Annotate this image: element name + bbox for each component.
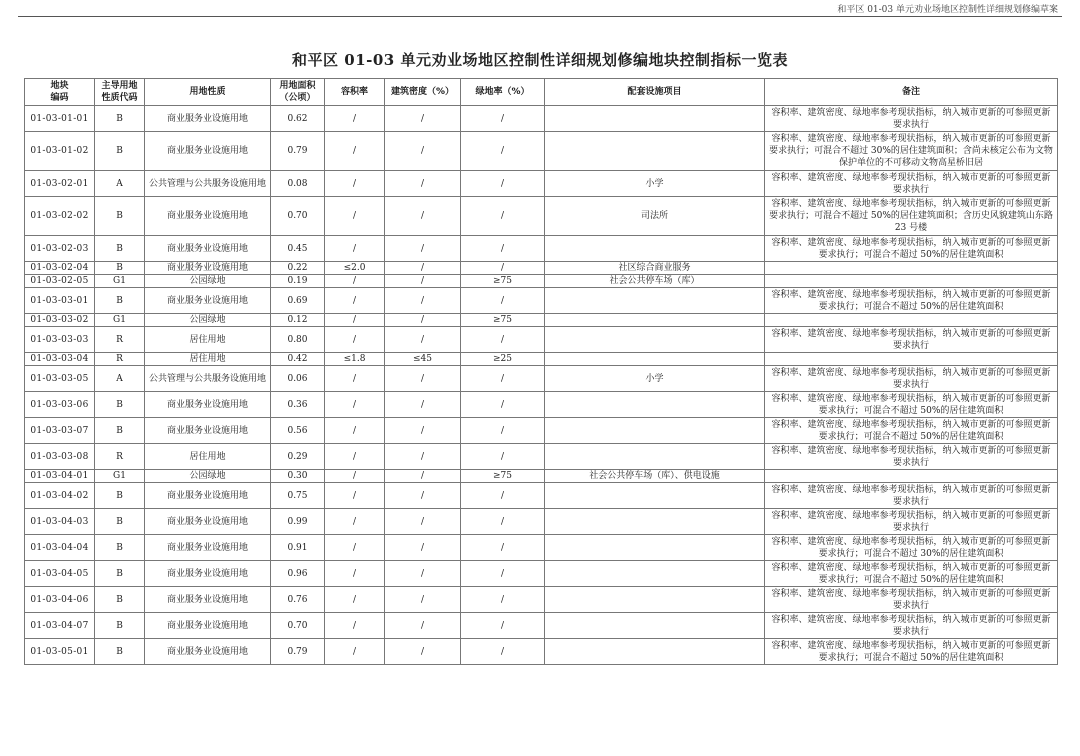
table-row <box>25 639 1058 665</box>
cell-green: / <box>461 236 545 262</box>
table-row <box>25 171 1058 197</box>
cell-facility <box>545 353 765 366</box>
cell-code: 01-03-04-07 <box>25 613 95 639</box>
cell-code: 01-03-04-06 <box>25 587 95 613</box>
header-rule <box>18 16 1062 17</box>
table-row <box>25 197 1058 236</box>
cell-far: / <box>325 366 385 392</box>
cell-facility <box>545 106 765 132</box>
cell-use: 居住用地 <box>145 327 271 353</box>
table-row <box>25 561 1058 587</box>
table-row <box>25 327 1058 353</box>
cell-code: 01-03-02-05 <box>25 275 95 288</box>
cell-use: 商业服务业设施用地 <box>145 262 271 275</box>
cell-green: / <box>461 639 545 665</box>
cell-green: / <box>461 561 545 587</box>
cell-area: 0.22 <box>271 262 325 275</box>
cell-density: / <box>385 275 461 288</box>
cell-note: 容积率、建筑密度、绿地率参考现状指标，纳入城市更新的可参照更新要求执行；可混合不超过 30%的居住建筑面积 <box>765 535 1058 561</box>
cell-area: 0.08 <box>271 171 325 197</box>
cell-green: / <box>461 171 545 197</box>
cell-code: 01-03-05-01 <box>25 639 95 665</box>
table-header-row <box>25 79 1058 106</box>
cell-green: / <box>461 288 545 314</box>
cell-far: / <box>325 197 385 236</box>
col-header-code: 地块 编码 <box>25 79 95 106</box>
cell-area: 0.76 <box>271 587 325 613</box>
cell-note: 容积率、建筑密度、绿地率参考现状指标，纳入城市更新的可参照更新要求执行；可混合不超过 50%的居住建筑面积 <box>765 236 1058 262</box>
table-row <box>25 262 1058 275</box>
cell-use: 商业服务业设施用地 <box>145 613 271 639</box>
cell-type: B <box>95 197 145 236</box>
table-row <box>25 483 1058 509</box>
table-row <box>25 392 1058 418</box>
table-row <box>25 314 1058 327</box>
cell-area: 0.79 <box>271 132 325 171</box>
cell-facility <box>545 392 765 418</box>
cell-code: 01-03-02-04 <box>25 262 95 275</box>
cell-far: / <box>325 587 385 613</box>
cell-area: 0.30 <box>271 470 325 483</box>
cell-facility <box>545 288 765 314</box>
cell-green: / <box>461 509 545 535</box>
cell-note: 容积率、建筑密度、绿地率参考现状指标，纳入城市更新的可参照更新要求执行；可混合不超过 30%的居住建筑面积；含尚未核定公布为文物保护单位的不可移动文物高星桥旧居 <box>765 132 1058 171</box>
cell-type: R <box>95 444 145 470</box>
cell-green: / <box>461 587 545 613</box>
cell-use: 商业服务业设施用地 <box>145 639 271 665</box>
cell-density: / <box>385 613 461 639</box>
cell-far: / <box>325 314 385 327</box>
cell-area: 0.96 <box>271 561 325 587</box>
cell-density: / <box>385 535 461 561</box>
cell-density: / <box>385 418 461 444</box>
cell-facility <box>545 535 765 561</box>
cell-type: G1 <box>95 275 145 288</box>
cell-density: / <box>385 236 461 262</box>
cell-use: 公园绿地 <box>145 314 271 327</box>
cell-facility <box>545 509 765 535</box>
cell-far: / <box>325 418 385 444</box>
cell-code: 01-03-01-01 <box>25 106 95 132</box>
cell-type: B <box>95 561 145 587</box>
cell-type: B <box>95 483 145 509</box>
cell-note: 容积率、建筑密度、绿地率参考现状指标，纳入城市更新的可参照更新要求执行 <box>765 587 1058 613</box>
cell-type: A <box>95 171 145 197</box>
cell-use: 商业服务业设施用地 <box>145 561 271 587</box>
cell-green: / <box>461 613 545 639</box>
cell-type: A <box>95 366 145 392</box>
cell-density: / <box>385 314 461 327</box>
cell-green: / <box>461 535 545 561</box>
cell-type: G1 <box>95 314 145 327</box>
cell-density: / <box>385 288 461 314</box>
cell-density: / <box>385 132 461 171</box>
page-title: 和平区 01-03 单元劝业场地区控制性详细规划修编地块控制指标一览表 <box>292 51 788 69</box>
cell-use: 商业服务业设施用地 <box>145 288 271 314</box>
cell-far: / <box>325 106 385 132</box>
cell-type: B <box>95 288 145 314</box>
cell-density: / <box>385 444 461 470</box>
cell-use: 商业服务业设施用地 <box>145 106 271 132</box>
cell-green: ≥25 <box>461 353 545 366</box>
cell-area: 0.70 <box>271 197 325 236</box>
cell-note: 容积率、建筑密度、绿地率参考现状指标，纳入城市更新的可参照更新要求执行 <box>765 509 1058 535</box>
cell-green: / <box>461 483 545 509</box>
cell-area: 0.79 <box>271 639 325 665</box>
cell-density: / <box>385 561 461 587</box>
cell-far: / <box>325 171 385 197</box>
cell-far: / <box>325 509 385 535</box>
cell-note: 容积率、建筑密度、绿地率参考现状指标，纳入城市更新的可参照更新要求执行 <box>765 613 1058 639</box>
cell-density: / <box>385 483 461 509</box>
cell-far: ≤2.0 <box>325 262 385 275</box>
cell-type: B <box>95 418 145 444</box>
table-row <box>25 236 1058 262</box>
cell-use: 公园绿地 <box>145 275 271 288</box>
cell-density: / <box>385 171 461 197</box>
cell-note: 容积率、建筑密度、绿地率参考现状指标，纳入城市更新的可参照更新要求执行；可混合不超过 50%的居住建筑面积 <box>765 561 1058 587</box>
cell-density: / <box>385 639 461 665</box>
cell-code: 01-03-03-01 <box>25 288 95 314</box>
cell-code: 01-03-02-01 <box>25 171 95 197</box>
cell-note: 容积率、建筑密度、绿地率参考现状指标，纳入城市更新的可参照更新要求执行 <box>765 327 1058 353</box>
cell-facility: 社会公共停车场（库）、供电设施 <box>545 470 765 483</box>
cell-far: / <box>325 483 385 509</box>
cell-note: 容积率、建筑密度、绿地率参考现状指标，纳入城市更新的可参照更新要求执行；可混合不超过 50%的居住建筑面积 <box>765 392 1058 418</box>
col-header-far: 容积率 <box>325 79 385 106</box>
col-header-density: 建筑密度（%） <box>385 79 461 106</box>
cell-note: 容积率、建筑密度、绿地率参考现状指标，纳入城市更新的可参照更新要求执行；可混合不超过 50%的居住建筑面积；含历史风貌建筑山东路 23 号楼 <box>765 197 1058 236</box>
cell-density: / <box>385 392 461 418</box>
cell-facility <box>545 236 765 262</box>
cell-facility <box>545 613 765 639</box>
cell-use: 公园绿地 <box>145 470 271 483</box>
cell-note <box>765 262 1058 275</box>
cell-note: 容积率、建筑密度、绿地率参考现状指标，纳入城市更新的可参照更新要求执行；可混合不超过 50%的居住建筑面积 <box>765 418 1058 444</box>
cell-use: 商业服务业设施用地 <box>145 418 271 444</box>
cell-use: 公共管理与公共服务设施用地 <box>145 366 271 392</box>
col-header-note: 备注 <box>765 79 1058 106</box>
cell-code: 01-03-03-08 <box>25 444 95 470</box>
cell-use: 商业服务业设施用地 <box>145 236 271 262</box>
cell-green: / <box>461 262 545 275</box>
cell-use: 居住用地 <box>145 444 271 470</box>
cell-area: 0.45 <box>271 236 325 262</box>
cell-far: / <box>325 561 385 587</box>
cell-type: B <box>95 639 145 665</box>
cell-type: B <box>95 613 145 639</box>
cell-use: 商业服务业设施用地 <box>145 132 271 171</box>
cell-note: 容积率、建筑密度、绿地率参考现状指标，纳入城市更新的可参照更新要求执行 <box>765 171 1058 197</box>
cell-facility <box>545 314 765 327</box>
cell-density: / <box>385 197 461 236</box>
cell-use: 商业服务业设施用地 <box>145 392 271 418</box>
cell-density: / <box>385 327 461 353</box>
cell-green: / <box>461 418 545 444</box>
cell-type: B <box>95 587 145 613</box>
cell-note: 容积率、建筑密度、绿地率参考现状指标，纳入城市更新的可参照更新要求执行；可混合不超过 50%的居住建筑面积 <box>765 288 1058 314</box>
cell-area: 0.69 <box>271 288 325 314</box>
table-row <box>25 366 1058 392</box>
cell-code: 01-03-02-03 <box>25 236 95 262</box>
cell-far: / <box>325 444 385 470</box>
table-row <box>25 132 1058 171</box>
cell-far: / <box>325 470 385 483</box>
cell-area: 0.62 <box>271 106 325 132</box>
cell-facility: 小学 <box>545 366 765 392</box>
cell-use: 商业服务业设施用地 <box>145 483 271 509</box>
cell-green: / <box>461 444 545 470</box>
cell-green: / <box>461 366 545 392</box>
cell-area: 0.99 <box>271 509 325 535</box>
cell-density: / <box>385 366 461 392</box>
col-header-green: 绿地率（%） <box>461 79 545 106</box>
control-index-table <box>24 78 1058 665</box>
cell-far: / <box>325 535 385 561</box>
cell-note: 容积率、建筑密度、绿地率参考现状指标，纳入城市更新的可参照更新要求执行 <box>765 366 1058 392</box>
cell-type: B <box>95 236 145 262</box>
cell-code: 01-03-03-02 <box>25 314 95 327</box>
cell-facility <box>545 639 765 665</box>
cell-density: ≤45 <box>385 353 461 366</box>
cell-note: 容积率、建筑密度、绿地率参考现状指标，纳入城市更新的可参照更新要求执行 <box>765 444 1058 470</box>
cell-code: 01-03-01-02 <box>25 132 95 171</box>
cell-use: 商业服务业设施用地 <box>145 197 271 236</box>
cell-code: 01-03-03-03 <box>25 327 95 353</box>
cell-code: 01-03-02-02 <box>25 197 95 236</box>
cell-code: 01-03-04-05 <box>25 561 95 587</box>
cell-code: 01-03-04-04 <box>25 535 95 561</box>
cell-green: ≥75 <box>461 470 545 483</box>
table-body <box>25 106 1058 665</box>
cell-note: 容积率、建筑密度、绿地率参考现状指标，纳入城市更新的可参照更新要求执行 <box>765 483 1058 509</box>
cell-green: ≥75 <box>461 314 545 327</box>
table-row <box>25 288 1058 314</box>
cell-use: 商业服务业设施用地 <box>145 535 271 561</box>
cell-code: 01-03-03-05 <box>25 366 95 392</box>
cell-facility: 社区综合商业服务 <box>545 262 765 275</box>
cell-use: 公共管理与公共服务设施用地 <box>145 171 271 197</box>
cell-code: 01-03-03-06 <box>25 392 95 418</box>
cell-green: / <box>461 327 545 353</box>
cell-area: 0.80 <box>271 327 325 353</box>
cell-facility: 小学 <box>545 171 765 197</box>
cell-area: 0.36 <box>271 392 325 418</box>
cell-area: 0.06 <box>271 366 325 392</box>
cell-type: B <box>95 392 145 418</box>
cell-code: 01-03-03-07 <box>25 418 95 444</box>
cell-green: / <box>461 132 545 171</box>
cell-note: 容积率、建筑密度、绿地率参考现状指标，纳入城市更新的可参照更新要求执行 <box>765 106 1058 132</box>
cell-facility <box>545 418 765 444</box>
cell-far: / <box>325 132 385 171</box>
cell-type: B <box>95 132 145 171</box>
cell-far: / <box>325 288 385 314</box>
table-row <box>25 470 1058 483</box>
cell-area: 0.42 <box>271 353 325 366</box>
cell-note <box>765 314 1058 327</box>
cell-facility <box>545 587 765 613</box>
cell-area: 0.56 <box>271 418 325 444</box>
cell-code: 01-03-04-01 <box>25 470 95 483</box>
cell-far: / <box>325 613 385 639</box>
cell-area: 0.91 <box>271 535 325 561</box>
col-header-facility: 配套设施项目 <box>545 79 765 106</box>
cell-area: 0.29 <box>271 444 325 470</box>
cell-density: / <box>385 470 461 483</box>
cell-area: 0.19 <box>271 275 325 288</box>
cell-use: 商业服务业设施用地 <box>145 509 271 535</box>
table-row <box>25 613 1058 639</box>
cell-facility <box>545 483 765 509</box>
cell-type: R <box>95 353 145 366</box>
cell-use: 居住用地 <box>145 353 271 366</box>
cell-density: / <box>385 262 461 275</box>
table-row <box>25 275 1058 288</box>
cell-type: B <box>95 262 145 275</box>
cell-density: / <box>385 587 461 613</box>
cell-code: 01-03-03-04 <box>25 353 95 366</box>
cell-use: 商业服务业设施用地 <box>145 587 271 613</box>
table-row <box>25 587 1058 613</box>
cell-code: 01-03-04-02 <box>25 483 95 509</box>
cell-green: / <box>461 106 545 132</box>
cell-note: 容积率、建筑密度、绿地率参考现状指标，纳入城市更新的可参照更新要求执行；可混合不超过 50%的居住建筑面积 <box>765 639 1058 665</box>
cell-type: B <box>95 106 145 132</box>
table-row <box>25 444 1058 470</box>
cell-far: / <box>325 639 385 665</box>
cell-type: G1 <box>95 470 145 483</box>
col-header-use: 用地性质 <box>145 79 271 106</box>
cell-facility: 司法所 <box>545 197 765 236</box>
table-row <box>25 418 1058 444</box>
cell-note <box>765 275 1058 288</box>
cell-density: / <box>385 509 461 535</box>
cell-facility <box>545 132 765 171</box>
cell-area: 0.12 <box>271 314 325 327</box>
cell-green: / <box>461 197 545 236</box>
table-row <box>25 509 1058 535</box>
cell-type: R <box>95 327 145 353</box>
cell-density: / <box>385 106 461 132</box>
cell-facility: 社会公共停车场（库） <box>545 275 765 288</box>
cell-far: / <box>325 327 385 353</box>
cell-far: / <box>325 392 385 418</box>
cell-far: / <box>325 236 385 262</box>
cell-note <box>765 470 1058 483</box>
cell-code: 01-03-04-03 <box>25 509 95 535</box>
cell-type: B <box>95 535 145 561</box>
col-header-type: 主导用地 性质代码 <box>95 79 145 106</box>
table-row <box>25 353 1058 366</box>
cell-far: ≤1.8 <box>325 353 385 366</box>
col-header-area: 用地面积 （公顷） <box>271 79 325 106</box>
cell-facility <box>545 327 765 353</box>
cell-green: / <box>461 392 545 418</box>
cell-area: 0.75 <box>271 483 325 509</box>
cell-green: ≥75 <box>461 275 545 288</box>
cell-type: B <box>95 509 145 535</box>
table-row <box>25 106 1058 132</box>
cell-facility <box>545 444 765 470</box>
running-header: 和平区 01-03 单元劝业场地区控制性详细规划修编草案 <box>837 5 1058 15</box>
cell-far: / <box>325 275 385 288</box>
cell-note <box>765 353 1058 366</box>
table-row <box>25 535 1058 561</box>
cell-facility <box>545 561 765 587</box>
cell-area: 0.70 <box>271 613 325 639</box>
